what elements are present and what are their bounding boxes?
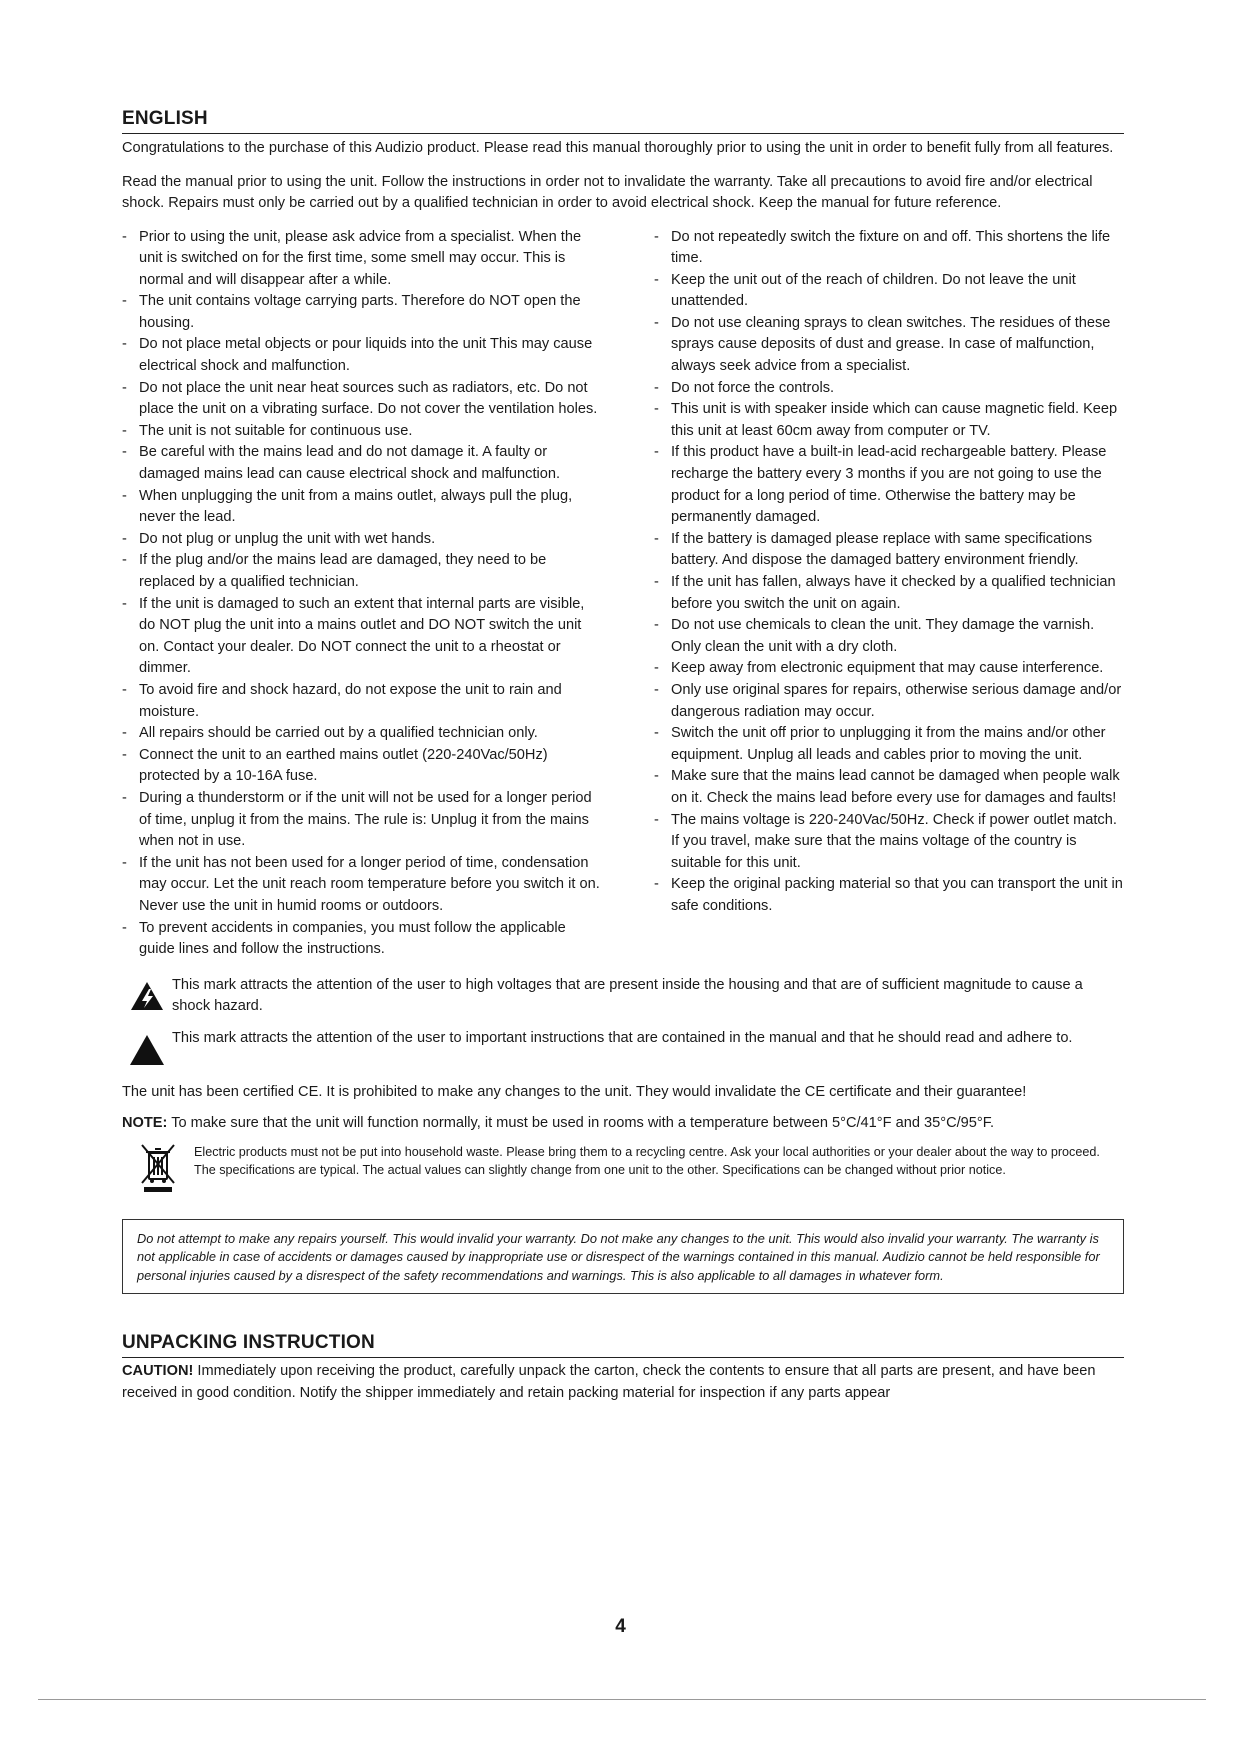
list-item: - If the battery is damaged please replace with same specifications battery. And dispose the damaged battery environment friendly. <box>654 529 1124 572</box>
note-text: To make sure that the unit will function normally, it must be used in rooms with a temperature between 5°C/41°F and 35°C/95°F. <box>167 1115 995 1132</box>
list-item: - Do not use chemicals to clean the unit. They damage the varnish. Only clean the unit with a dry cloth. <box>654 615 1124 658</box>
disposal-notice-text: Electric products must not be put into household waste. Please bring them to a recycling centre. Ask your local authorities or your dealer about the way to proceed. The specifications are typical. The actual values can slightly change from one unit to the other. Specifications can be changed without prior notice. <box>194 1144 1100 1178</box>
section-title-english: ENGLISH <box>122 108 1124 134</box>
warranty-disclaimer-text: Do not attempt to make any repairs yourself. This would invalid your warranty. Do not make any changes to the unit. This would also invalid your warranty. The warranty is not applicable in case of accidents or damages caused by inappropriate use or disrespect of the warnings contained in this manual. Audizio cannot be held responsible for personal injuries caused by a disrespect of the safety recommendations and warnings. This is also applicable to all damages in whatever form. <box>137 1230 1100 1283</box>
list-item: - Do not repeatedly switch the fixture on and off. This shortens the life time. <box>654 227 1124 270</box>
list-item: - Do not place metal objects or pour liquids into the unit This may cause electrical shock and malfunction. <box>122 334 602 377</box>
caution-label: CAUTION! <box>122 1363 194 1380</box>
section-title-unpacking: UNPACKING INSTRUCTION <box>122 1332 1124 1358</box>
high-voltage-notice <box>122 975 1124 1018</box>
safety-list-right <box>654 227 1124 918</box>
ce-certification-text: The unit has been certified CE. It is prohibited to make any changes to the unit. They would invalidate the CE certificate and their guarantee! <box>122 1083 1027 1100</box>
list-item: - This unit is with speaker inside which can cause magnetic field. Keep this unit at least 60cm away from computer or TV. <box>654 399 1124 442</box>
list-item: - When unplugging the unit from a mains outlet, always pull the plug, never the lead. <box>122 486 602 529</box>
footer-divider <box>38 1699 1206 1700</box>
safety-list-left <box>122 227 602 961</box>
warranty-disclaimer-box <box>122 1219 1124 1295</box>
exclamation-warning-icon <box>122 1028 172 1066</box>
list-item: - Connect the unit to an earthed mains outlet (220-240Vac/50Hz) protected by a 10-16A fuse. <box>122 745 602 788</box>
safety-list-left-column <box>122 227 602 961</box>
list-item: - Prior to using the unit, please ask advice from a specialist. When the unit is switched on for the first time, some smell may occur. This is normal and will disappear after a while. <box>122 227 602 292</box>
list-item: - If the plug and/or the mains lead are damaged, they need to be replaced by a qualified technician. <box>122 550 602 593</box>
list-item: - To prevent accidents in companies, you must follow the applicable guide lines and follow the instructions. <box>122 918 602 961</box>
list-item: - All repairs should be carried out by a qualified technician only. <box>122 723 602 745</box>
list-item: - If the unit is damaged to such an extent that internal parts are visible, do NOT plug the unit into a mains outlet and DO NOT switch the unit on. Contact your dealer. Do NOT connect the unit to a rheostat or dimmer. <box>122 594 602 680</box>
list-item: - The unit is not suitable for continuous use. <box>122 421 602 443</box>
list-item: - The unit contains voltage carrying parts. Therefore do NOT open the housing. <box>122 291 602 334</box>
list-item: - Do not force the controls. <box>654 378 1124 400</box>
list-item: - To avoid fire and shock hazard, do not expose the unit to rain and moisture. <box>122 680 602 723</box>
intro-paragraph-2: Read the manual prior to using the unit. Follow the instructions in order not to invalidate the warranty. Take all precautions to avoid fire and/or electrical shock. Repairs must only be carried out by a qualified technician in order to avoid electrical shock. Keep the manual for future reference. <box>122 173 1093 211</box>
important-instructions-notice-text: This mark attracts the attention of the user to important instructions that are contained in the manual and that he should read and adhere to. <box>172 1029 1073 1046</box>
list-item: - If the unit has fallen, always have it checked by a qualified technician before you switch the unit on again. <box>654 572 1124 615</box>
manual-page <box>122 108 1124 1404</box>
list-item: - During a thunderstorm or if the unit will not be used for a longer period of time, unplug it from the mains. The rule is: Unplug it from the mains when not in use. <box>122 788 602 853</box>
safety-list-right-column <box>654 227 1124 961</box>
list-item: - Keep away from electronic equipment that may cause interference. <box>654 658 1124 680</box>
safety-instructions <box>122 227 1124 961</box>
list-item: - The mains voltage is 220-240Vac/50Hz. Check if power outlet match. If you travel, make sure that the mains voltage of the country is suitable for this unit. <box>654 810 1124 875</box>
temperature-note <box>122 1113 1124 1135</box>
disposal-notice <box>122 1143 1124 1193</box>
page-number: 4 <box>615 1616 626 1637</box>
important-instructions-notice <box>122 1028 1124 1066</box>
list-item: - Make sure that the mains lead cannot be damaged when people walk on it. Check the mains lead before every use for damages and faults! <box>654 766 1124 809</box>
list-item: - If the unit has not been used for a longer period of time, condensation may occur. Let the unit reach room temperature before you switch it on. Never use the unit in humid rooms or outdoors. <box>122 853 602 918</box>
intro-paragraph-1: Congratulations to the purchase of this Audizio product. Please read this manual thoroughly prior to using the unit in order to benefit fully from all features. <box>122 140 1114 156</box>
list-item: - Be careful with the mains lead and do not damage it. A faulty or damaged mains lead can cause electrical shock and malfunction. <box>122 442 602 485</box>
list-item: - Keep the unit out of the reach of children. Do not leave the unit unattended. <box>654 270 1124 313</box>
list-item: - Switch the unit off prior to unplugging it from the mains and/or other equipment. Unplug all leads and cables prior to moving the unit. <box>654 723 1124 766</box>
unpacking-text: Immediately upon receiving the product, carefully unpack the carton, check the contents to ensure that all parts are present, and have been received in good condition. Notify the shipper immediately and retain packing material for inspection if any parts appear <box>122 1363 1096 1401</box>
list-item: - Do not place the unit near heat sources such as radiators, etc. Do not place the unit on a vibrating surface. Do not cover the ventilation holes. <box>122 378 602 421</box>
note-label: NOTE: <box>122 1115 168 1132</box>
list-item: - Only use original spares for repairs, otherwise serious damage and/or dangerous radiation may occur. <box>654 680 1124 723</box>
list-item: - If this product have a built-in lead-acid rechargeable battery. Please recharge the battery every 3 months if you are not going to use the product for a long period of time. Otherwise the battery may be permanently damaged. <box>654 442 1124 528</box>
list-item: - Do not use cleaning sprays to clean switches. The residues of these sprays cause deposits of dust and grease. In case of malfunction, always seek advice from a specialist. <box>654 313 1124 378</box>
list-item: - Do not plug or unplug the unit with wet hands. <box>122 529 602 551</box>
high-voltage-notice-text: This mark attracts the attention of the user to high voltages that are present inside the housing and that are of sufficient magnitude to cause a shock hazard. <box>172 976 1083 1015</box>
unpacking-caution-text <box>122 1361 1124 1404</box>
list-item: - Keep the original packing material so that you can transport the unit in safe conditions. <box>654 874 1124 917</box>
crossed-bin-icon <box>122 1143 194 1193</box>
high-voltage-warning-icon <box>122 975 172 1011</box>
